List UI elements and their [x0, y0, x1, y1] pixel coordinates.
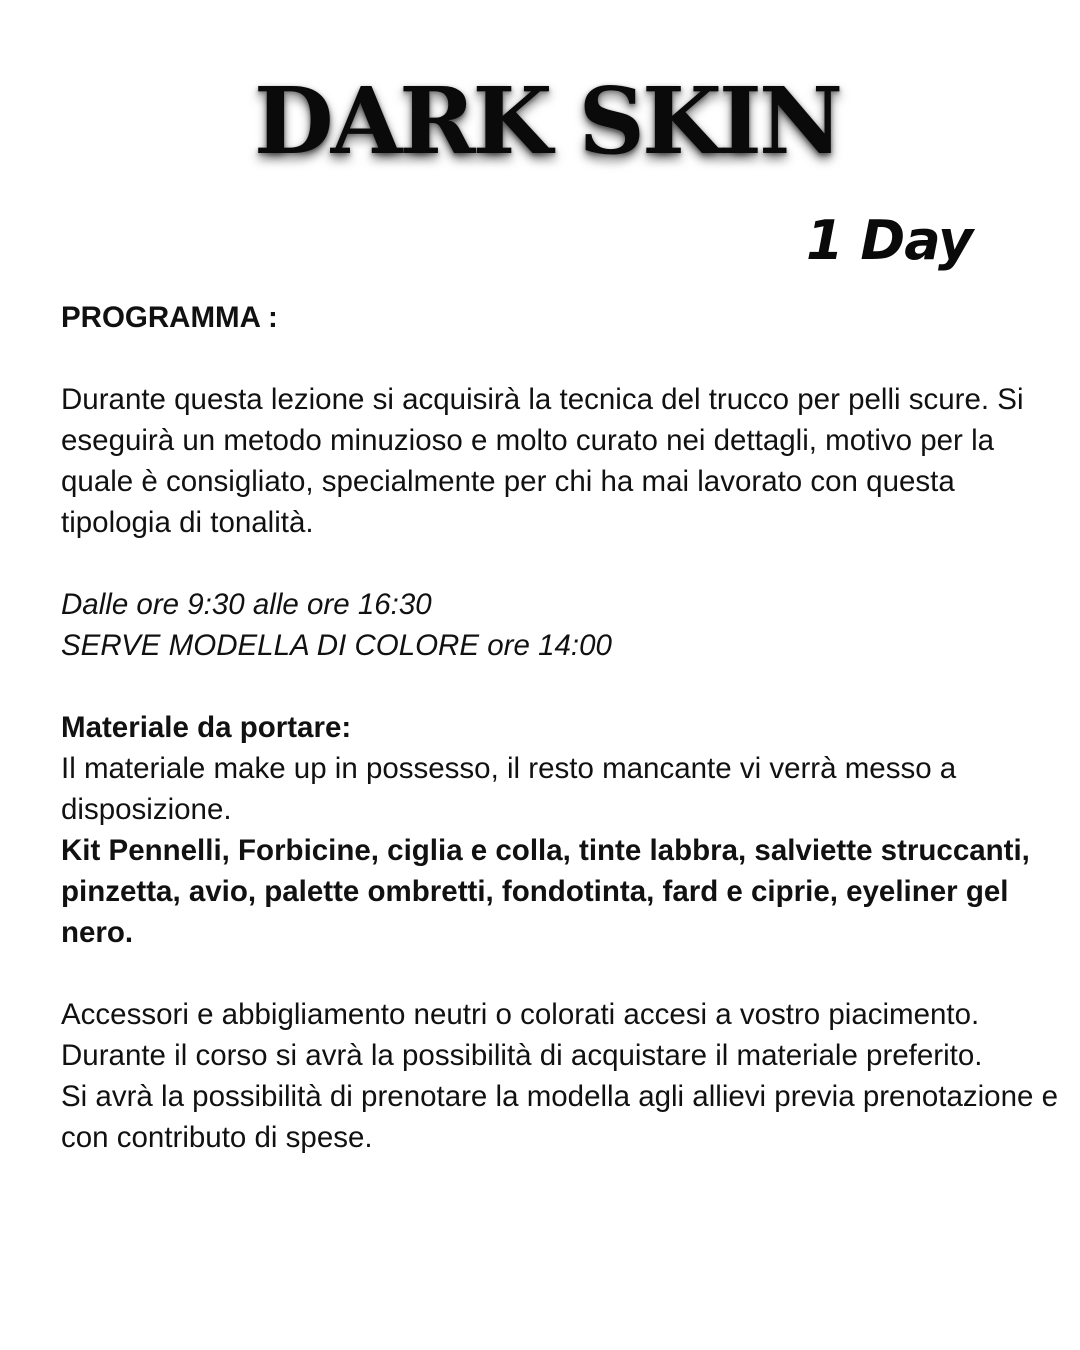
booking-note: Si avrà la possibilità di prenotare la modella agli allievi previa prenotazione e con contributo di spese. — [61, 1080, 1059, 1154]
spacer — [61, 543, 1061, 584]
program-heading: PROGRAMMA : — [61, 301, 278, 334]
purchase-note: Durante il corso si avrà la possibilità di acquistare il materiale preferito. — [61, 1039, 983, 1072]
program-content — [61, 297, 1061, 1158]
schedule-model-note: SERVE MODELLA DI COLORE ore 14:00 — [61, 629, 612, 662]
spacer — [61, 338, 1061, 379]
spacer — [61, 666, 1061, 707]
schedule-hours: Dalle ore 9:30 alle ore 16:30 — [61, 588, 432, 621]
spacer — [61, 953, 1061, 994]
materials-intro: Il materiale make up in possesso, il resto mancante vi verrà messo a disposizione. — [61, 752, 957, 826]
materials-heading: Materiale da portare: — [61, 711, 352, 744]
program-description: Durante questa lezione si acquisirà la tecnica del trucco per pelli scure. Si eseguirà un metodo minuzioso e molto curato nei dettagli, motivo per la quale è consigliato, specialmente per chi ha mai lavorato con questa tipologia di tonalità. — [61, 383, 1024, 539]
materials-list: Kit Pennelli, Forbicine, ciglia e colla, tinte labbra, salviette struccanti, pinzetta, avio, palette ombretti, fondotinta, fard e ciprie, eyeliner gel nero. — [61, 834, 1030, 949]
course-duration: 1 Day — [806, 209, 973, 272]
accessories-note: Accessori e abbigliamento neutri o colorati accesi a vostro piacimento. — [61, 998, 980, 1031]
page-title: DARK SKIN — [253, 67, 841, 175]
